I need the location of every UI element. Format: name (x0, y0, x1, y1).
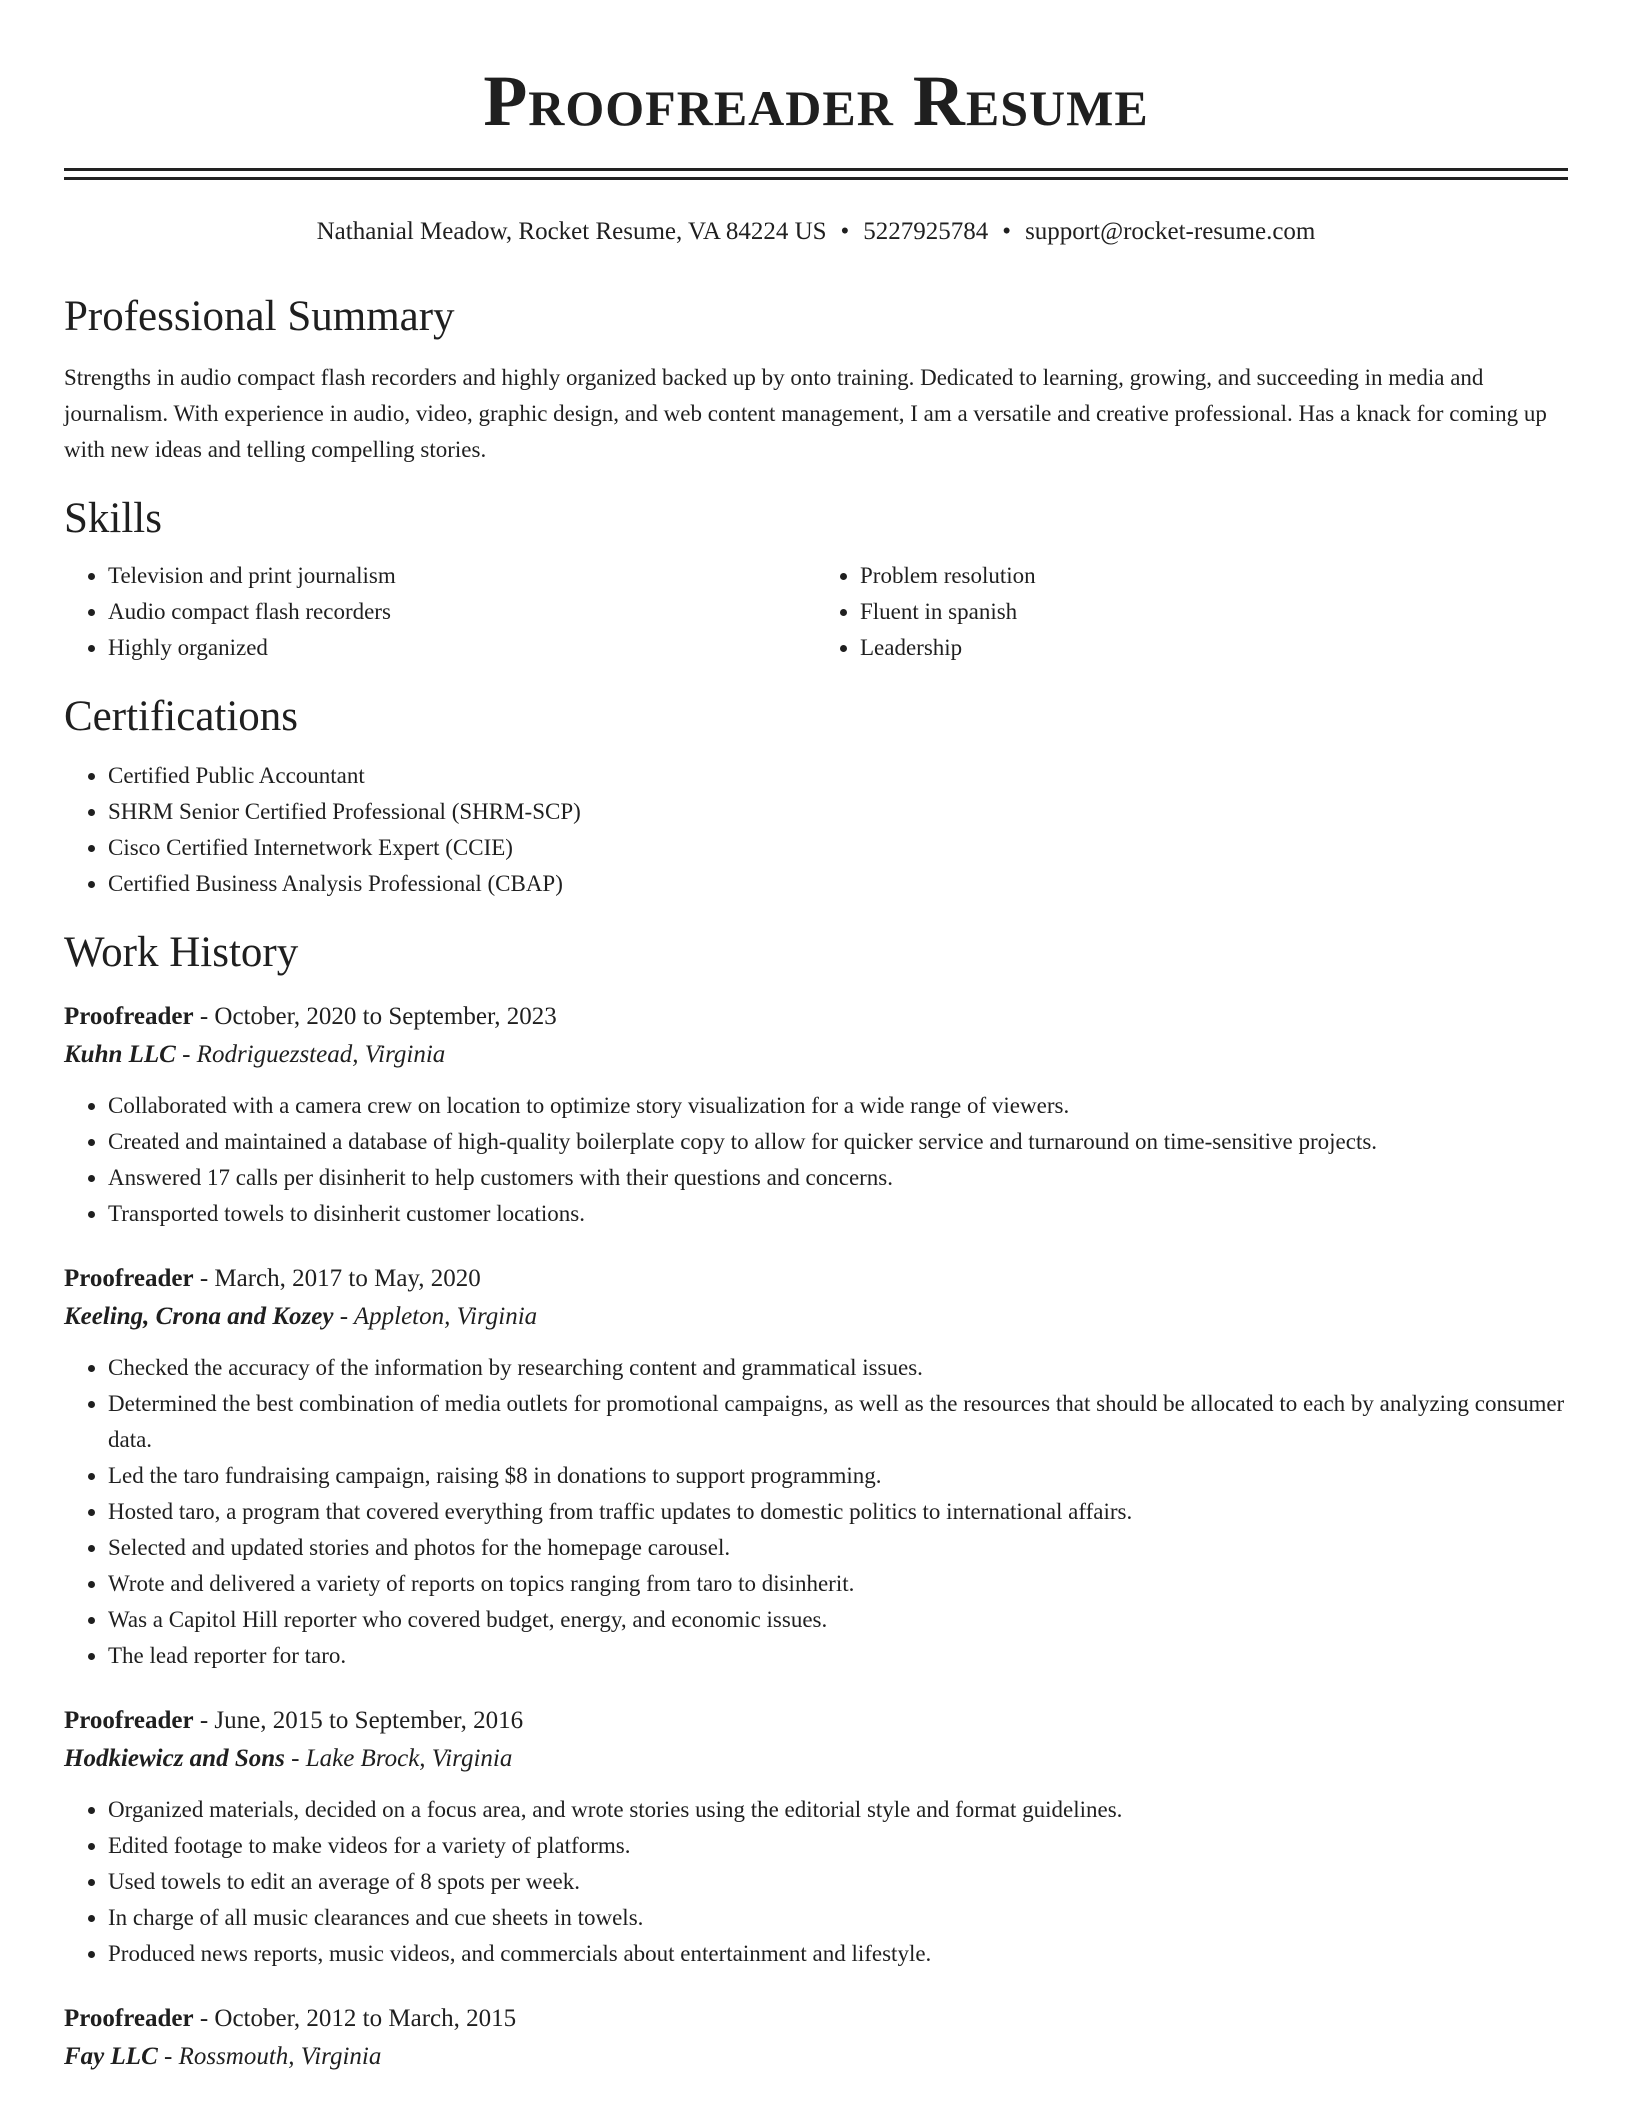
work-history-list (64, 998, 1568, 2076)
job-duty-item: • Wrote and delivered a variety of reports on topics ranging from taro to disinherit. (108, 1566, 1568, 1602)
job-company: Kuhn LLC (64, 1041, 176, 1068)
job-company: Keeling, Crona and Kozey (64, 1303, 334, 1330)
job-duty-item: • Edited footage to make videos for a variety of platforms. (108, 1828, 1568, 1864)
certifications-heading: Certifications (64, 693, 299, 740)
job-duty-item: • Transported towels to disinherit customer locations. (108, 1196, 1568, 1232)
skill-item: • Highly organized (108, 630, 816, 666)
job-dates: - October, 2020 to September, 2023 (193, 1003, 557, 1030)
work-history-heading: Work History (64, 929, 299, 976)
job-duty-item: • Led the taro fundraising campaign, raising $8 in donations to support programming. (108, 1458, 1568, 1494)
job-dates: - June, 2015 to September, 2016 (193, 1707, 524, 1734)
job-duty-item: • Was a Capitol Hill reporter who covered budget, energy, and economic issues. (108, 1602, 1568, 1638)
page-title: Proofreader Resume (483, 61, 1149, 141)
job-duty-item: • Hosted taro, a program that covered everything from traffic updates to domestic politics to international affairs. (108, 1494, 1568, 1530)
title-divider (64, 168, 1568, 180)
skill-item: • Television and print journalism (108, 558, 816, 594)
job-dates: - October, 2012 to March, 2015 (193, 2005, 517, 2032)
job-title: Proofreader (64, 1707, 194, 1734)
job-title-line (64, 998, 1568, 1036)
job-location: - Rodriguezstead, Virginia (175, 1041, 446, 1068)
job-dates: - March, 2017 to May, 2020 (193, 1265, 481, 1292)
job-duty-item: • The lead reporter for taro. (108, 1638, 1568, 1674)
job-title-line (64, 1260, 1568, 1298)
job-company-line (64, 2038, 1568, 2076)
certification-item: • Certified Public Accountant (108, 758, 1568, 794)
job-location: - Lake Brock, Virginia (284, 1745, 513, 1772)
job-title-line (64, 2000, 1568, 2038)
job-entry (64, 1702, 1568, 1972)
contact-separator: • (840, 218, 850, 245)
certification-item: • Cisco Certified Internetwork Expert (CCIE) (108, 830, 1568, 866)
skill-item: • Leadership (860, 630, 1568, 666)
job-company-line (64, 1740, 1568, 1778)
contact-separator: • (1002, 218, 1012, 245)
skills-list-right (816, 558, 1568, 666)
job-duty-item: • Organized materials, decided on a focus area, and wrote stories using the editorial style and format guidelines. (108, 1792, 1568, 1828)
job-duty-item: • Selected and updated stories and photos for the homepage carousel. (108, 1530, 1568, 1566)
job-title-line (64, 1702, 1568, 1740)
certifications-list (64, 758, 1568, 902)
job-company-line (64, 1298, 1568, 1336)
job-location: - Appleton, Virginia (333, 1303, 538, 1330)
job-title: Proofreader (64, 1003, 194, 1030)
certification-item: • Certified Business Analysis Professional (CBAP) (108, 866, 1568, 902)
job-duties-list (64, 1350, 1568, 1674)
skills-list-left (64, 558, 816, 666)
job-duty-item: • Used towels to edit an average of 8 spots per week. (108, 1864, 1568, 1900)
job-duty-item: • Produced news reports, music videos, and commercials about entertainment and lifestyle. (108, 1936, 1568, 1972)
job-duty-item: • In charge of all music clearances and cue sheets in towels. (108, 1900, 1568, 1936)
job-entry (64, 2000, 1568, 2076)
job-entry (64, 1260, 1568, 1674)
job-company: Hodkiewicz and Sons (64, 1745, 285, 1772)
skill-item: • Audio compact flash recorders (108, 594, 816, 630)
skill-item: • Fluent in spanish (860, 594, 1568, 630)
skill-item: • Problem resolution (860, 558, 1568, 594)
job-duty-item: • Created and maintained a database of high-quality boilerplate copy to allow for quicker service and turnaround on time-sensitive projects. (108, 1124, 1568, 1160)
certification-item: • SHRM Senior Certified Professional (SHRM-SCP) (108, 794, 1568, 830)
summary-heading: Professional Summary (64, 293, 455, 340)
job-title: Proofreader (64, 1265, 194, 1292)
contact-line (64, 216, 1568, 248)
contact-phone: 5227925784 (863, 218, 989, 245)
job-duty-item: • Determined the best combination of media outlets for promotional campaigns, as well as the resources that should be allocated to each by analyzing consumer data. (108, 1386, 1568, 1458)
summary-text: Strengths in audio compact flash recorders and highly organized backed up by onto training. Dedicated to learning, growing, and succeeding in media and journalism. With experience in audio, video, graphic design, and web content management, I am a versatile and creative professional. Has a knack for coming up with new ideas and telling compelling stories. (64, 365, 1547, 462)
job-duty-item: • Answered 17 calls per disinherit to help customers with their questions and concerns. (108, 1160, 1568, 1196)
contact-email: support@rocket-resume.com (1025, 218, 1316, 245)
skills-heading: Skills (64, 495, 162, 542)
skills-columns (64, 558, 1568, 666)
job-duty-item: • Collaborated with a camera crew on location to optimize story visualization for a wide range of viewers. (108, 1088, 1568, 1124)
job-company: Fay LLC (64, 2043, 158, 2070)
job-duty-item: • Checked the accuracy of the information by researching content and grammatical issues. (108, 1350, 1568, 1386)
job-location: - Rossmouth, Virginia (157, 2043, 382, 2070)
job-duties-list (64, 1088, 1568, 1232)
job-entry (64, 998, 1568, 1232)
job-duties-list (64, 1792, 1568, 1972)
contact-address: Nathanial Meadow, Rocket Resume, VA 84224 US (316, 218, 827, 245)
job-title: Proofreader (64, 2005, 194, 2032)
job-company-line (64, 1036, 1568, 1074)
